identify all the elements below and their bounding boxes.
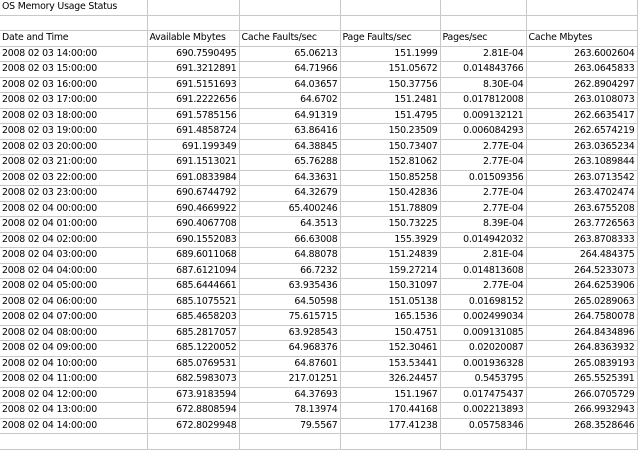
- value-cell[interactable]: 66.63008: [239, 232, 340, 248]
- value-cell[interactable]: 691.5151693: [147, 77, 239, 93]
- cell[interactable]: [440, 15, 526, 31]
- timestamp-cell[interactable]: 2008 02 03 17:00:00: [0, 93, 147, 109]
- value-cell[interactable]: 2.77E-04: [440, 186, 526, 202]
- value-cell[interactable]: 265.5525391: [526, 372, 637, 388]
- timestamp-cell[interactable]: 2008 02 03 14:00:00: [0, 46, 147, 62]
- header-page-faults[interactable]: Page Faults/sec: [340, 31, 440, 47]
- value-cell[interactable]: 177.41238: [340, 418, 440, 434]
- header-available-mbytes[interactable]: Available Mbytes: [147, 31, 239, 47]
- value-cell[interactable]: 690.7590495: [147, 46, 239, 62]
- value-cell[interactable]: 64.71966: [239, 62, 340, 78]
- value-cell[interactable]: 268.3528646: [526, 418, 637, 434]
- timestamp-cell[interactable]: 2008 02 03 15:00:00: [0, 62, 147, 78]
- value-cell[interactable]: 79.5567: [239, 418, 340, 434]
- value-cell[interactable]: 65.400246: [239, 201, 340, 217]
- value-cell[interactable]: 0.01698152: [440, 294, 526, 310]
- value-cell[interactable]: 75.615715: [239, 310, 340, 326]
- value-cell[interactable]: 63.928543: [239, 325, 340, 341]
- value-cell[interactable]: 0.02020087: [440, 341, 526, 357]
- cell[interactable]: [239, 434, 340, 450]
- value-cell[interactable]: 64.87601: [239, 356, 340, 372]
- value-cell[interactable]: 0.001936328: [440, 356, 526, 372]
- table-row: [0, 279, 637, 295]
- sheet-title[interactable]: OS Memory Usage Status: [0, 0, 147, 15]
- value-cell[interactable]: 78.13974: [239, 403, 340, 419]
- value-cell[interactable]: 150.73225: [340, 217, 440, 233]
- value-cell[interactable]: 0.01509356: [440, 170, 526, 186]
- value-cell[interactable]: 263.0365234: [526, 139, 637, 155]
- timestamp-cell[interactable]: 2008 02 03 16:00:00: [0, 77, 147, 93]
- value-cell[interactable]: 263.0645833: [526, 62, 637, 78]
- value-cell[interactable]: 264.8434896: [526, 325, 637, 341]
- value-cell[interactable]: 264.7580078: [526, 310, 637, 326]
- value-cell[interactable]: 691.3212891: [147, 62, 239, 78]
- timestamp-cell[interactable]: 2008 02 04 09:00:00: [0, 341, 147, 357]
- value-cell[interactable]: 64.03657: [239, 77, 340, 93]
- table-row: [0, 139, 637, 155]
- value-cell[interactable]: 691.5785156: [147, 108, 239, 124]
- value-cell[interactable]: 65.76288: [239, 155, 340, 171]
- value-cell[interactable]: 64.88078: [239, 248, 340, 264]
- value-cell[interactable]: 8.39E-04: [440, 217, 526, 233]
- cell[interactable]: [147, 15, 239, 31]
- table-row: [0, 62, 637, 78]
- value-cell[interactable]: 150.73407: [340, 139, 440, 155]
- header-cache-mbytes[interactable]: Cache Mbytes: [526, 31, 637, 47]
- value-cell[interactable]: 151.1999: [340, 46, 440, 62]
- value-cell[interactable]: 64.6702: [239, 93, 340, 109]
- table-row: [0, 341, 637, 357]
- value-cell[interactable]: 150.4751: [340, 325, 440, 341]
- timestamp-cell[interactable]: 2008 02 04 03:00:00: [0, 248, 147, 264]
- value-cell[interactable]: 0.009132121: [440, 108, 526, 124]
- value-cell[interactable]: 0.5453795: [440, 372, 526, 388]
- value-cell[interactable]: 0.009131085: [440, 325, 526, 341]
- value-cell[interactable]: 152.81062: [340, 155, 440, 171]
- value-cell[interactable]: 165.1536: [340, 310, 440, 326]
- table-row: [0, 201, 637, 217]
- header-cache-faults[interactable]: Cache Faults/sec: [239, 31, 340, 47]
- value-cell[interactable]: 0.014942032: [440, 232, 526, 248]
- value-cell[interactable]: 217.01251: [239, 372, 340, 388]
- cell[interactable]: [526, 434, 637, 450]
- value-cell[interactable]: 265.0289063: [526, 294, 637, 310]
- value-cell[interactable]: 263.6002604: [526, 46, 637, 62]
- value-cell[interactable]: 2.77E-04: [440, 139, 526, 155]
- cell[interactable]: [0, 15, 147, 31]
- value-cell[interactable]: 64.32679: [239, 186, 340, 202]
- cell[interactable]: [0, 434, 147, 450]
- table-row: [0, 248, 637, 264]
- value-cell[interactable]: 262.6574219: [526, 124, 637, 140]
- table-row: [0, 93, 637, 109]
- value-cell[interactable]: 672.8029948: [147, 418, 239, 434]
- timestamp-cell[interactable]: 2008 02 03 18:00:00: [0, 108, 147, 124]
- value-cell[interactable]: 151.1967: [340, 387, 440, 403]
- table-row: [0, 170, 637, 186]
- timestamp-cell[interactable]: 2008 02 03 21:00:00: [0, 155, 147, 171]
- table-row: [0, 186, 637, 202]
- value-cell[interactable]: 690.6744792: [147, 186, 239, 202]
- value-cell[interactable]: 151.2481: [340, 93, 440, 109]
- cell[interactable]: [340, 0, 440, 15]
- value-cell[interactable]: 691.4858724: [147, 124, 239, 140]
- table-row: [0, 108, 637, 124]
- cell[interactable]: [147, 434, 239, 450]
- cell[interactable]: [526, 0, 637, 15]
- cell[interactable]: [239, 15, 340, 31]
- value-cell[interactable]: 2.77E-04: [440, 201, 526, 217]
- value-cell[interactable]: 150.37756: [340, 77, 440, 93]
- value-cell[interactable]: 0.006084293: [440, 124, 526, 140]
- value-cell[interactable]: 63.86416: [239, 124, 340, 140]
- value-cell[interactable]: 64.968376: [239, 341, 340, 357]
- value-cell[interactable]: 0.002213893: [440, 403, 526, 419]
- timestamp-cell[interactable]: 2008 02 04 13:00:00: [0, 403, 147, 419]
- timestamp-cell[interactable]: 2008 02 04 05:00:00: [0, 279, 147, 295]
- cell[interactable]: [340, 15, 440, 31]
- value-cell[interactable]: 685.2817057: [147, 325, 239, 341]
- cell[interactable]: [440, 0, 526, 15]
- cell[interactable]: [147, 0, 239, 15]
- value-cell[interactable]: 689.6011068: [147, 248, 239, 264]
- cell[interactable]: [239, 0, 340, 15]
- cell[interactable]: [526, 15, 637, 31]
- timestamp-cell[interactable]: 2008 02 04 06:00:00: [0, 294, 147, 310]
- value-cell[interactable]: 64.38845: [239, 139, 340, 155]
- value-cell[interactable]: 0.002499034: [440, 310, 526, 326]
- value-cell[interactable]: 690.1552083: [147, 232, 239, 248]
- value-cell[interactable]: 691.0833984: [147, 170, 239, 186]
- value-cell[interactable]: 64.91319: [239, 108, 340, 124]
- value-cell[interactable]: 687.6121094: [147, 263, 239, 279]
- value-cell[interactable]: 264.8363932: [526, 341, 637, 357]
- value-cell[interactable]: 673.9183594: [147, 387, 239, 403]
- header-row: [0, 31, 637, 47]
- timestamp-cell[interactable]: 2008 02 04 04:00:00: [0, 263, 147, 279]
- value-cell[interactable]: 262.6635417: [526, 108, 637, 124]
- table-row: [0, 46, 637, 62]
- value-cell[interactable]: 0.017812008: [440, 93, 526, 109]
- value-cell[interactable]: 685.1075521: [147, 294, 239, 310]
- value-cell[interactable]: 326.24457: [340, 372, 440, 388]
- value-cell[interactable]: 263.4702474: [526, 186, 637, 202]
- value-cell[interactable]: 150.31097: [340, 279, 440, 295]
- value-cell[interactable]: 0.05758346: [440, 418, 526, 434]
- value-cell[interactable]: 63.935436: [239, 279, 340, 295]
- table-row: [0, 325, 637, 341]
- value-cell[interactable]: 262.8904297: [526, 77, 637, 93]
- timestamp-cell[interactable]: 2008 02 03 23:00:00: [0, 186, 147, 202]
- value-cell[interactable]: 2.81E-04: [440, 46, 526, 62]
- header-date-and-time[interactable]: Date and Time: [0, 31, 147, 47]
- value-cell[interactable]: 2.77E-04: [440, 279, 526, 295]
- value-cell[interactable]: 264.5233073: [526, 263, 637, 279]
- value-cell[interactable]: 690.4669922: [147, 201, 239, 217]
- value-cell[interactable]: 155.3929: [340, 232, 440, 248]
- table-row: [0, 294, 637, 310]
- cell[interactable]: [440, 434, 526, 450]
- header-pages-per-sec[interactable]: Pages/sec: [440, 31, 526, 47]
- value-cell[interactable]: 682.5983073: [147, 372, 239, 388]
- value-cell[interactable]: 64.37693: [239, 387, 340, 403]
- value-cell[interactable]: 151.05138: [340, 294, 440, 310]
- value-cell[interactable]: 266.0705729: [526, 387, 637, 403]
- value-cell[interactable]: 264.484375: [526, 248, 637, 264]
- timestamp-cell[interactable]: 2008 02 04 14:00:00: [0, 418, 147, 434]
- value-cell[interactable]: 690.4067708: [147, 217, 239, 233]
- value-cell[interactable]: 2.77E-04: [440, 155, 526, 171]
- value-cell[interactable]: 263.6755208: [526, 201, 637, 217]
- table-row: [0, 124, 637, 140]
- empty-row: [0, 15, 637, 31]
- table-row: [0, 217, 637, 233]
- table-row: [0, 372, 637, 388]
- value-cell[interactable]: 691.2222656: [147, 93, 239, 109]
- value-cell[interactable]: 263.8708333: [526, 232, 637, 248]
- value-cell[interactable]: 265.0839193: [526, 356, 637, 372]
- title-row: [0, 0, 637, 15]
- value-cell[interactable]: 685.6444661: [147, 279, 239, 295]
- timestamp-cell[interactable]: 2008 02 04 07:00:00: [0, 310, 147, 326]
- value-cell[interactable]: 65.06213: [239, 46, 340, 62]
- table-row: [0, 418, 637, 434]
- timestamp-cell[interactable]: 2008 02 04 08:00:00: [0, 325, 147, 341]
- timestamp-cell[interactable]: 2008 02 04 01:00:00: [0, 217, 147, 233]
- table-row: [0, 155, 637, 171]
- value-cell[interactable]: 64.3513: [239, 217, 340, 233]
- value-cell[interactable]: 151.4795: [340, 108, 440, 124]
- value-cell[interactable]: 263.7726563: [526, 217, 637, 233]
- value-cell[interactable]: 151.05672: [340, 62, 440, 78]
- value-cell[interactable]: 263.0713542: [526, 170, 637, 186]
- timestamp-cell[interactable]: 2008 02 04 12:00:00: [0, 387, 147, 403]
- value-cell[interactable]: 152.30461: [340, 341, 440, 357]
- value-cell[interactable]: 150.42836: [340, 186, 440, 202]
- timestamp-cell[interactable]: 2008 02 04 00:00:00: [0, 201, 147, 217]
- table-row: [0, 310, 637, 326]
- value-cell[interactable]: 0.017475437: [440, 387, 526, 403]
- value-cell[interactable]: 691.199349: [147, 139, 239, 155]
- cell[interactable]: [340, 434, 440, 450]
- table-row: [0, 356, 637, 372]
- value-cell[interactable]: 685.1220052: [147, 341, 239, 357]
- table-row: [0, 403, 637, 419]
- value-cell[interactable]: 150.23509: [340, 124, 440, 140]
- value-cell[interactable]: 8.30E-04: [440, 77, 526, 93]
- table-row: [0, 387, 637, 403]
- value-cell[interactable]: 264.6253906: [526, 279, 637, 295]
- value-cell[interactable]: 159.27214: [340, 263, 440, 279]
- value-cell[interactable]: 685.4658203: [147, 310, 239, 326]
- table-row: [0, 263, 637, 279]
- timestamp-cell[interactable]: 2008 02 04 02:00:00: [0, 232, 147, 248]
- timestamp-cell[interactable]: 2008 02 03 19:00:00: [0, 124, 147, 140]
- timestamp-cell[interactable]: 2008 02 04 11:00:00: [0, 372, 147, 388]
- value-cell[interactable]: 153.53441: [340, 356, 440, 372]
- timestamp-cell[interactable]: 2008 02 04 10:00:00: [0, 356, 147, 372]
- value-cell[interactable]: 263.0108073: [526, 93, 637, 109]
- value-cell[interactable]: 150.85258: [340, 170, 440, 186]
- empty-row: [0, 434, 637, 450]
- timestamp-cell[interactable]: 2008 02 03 22:00:00: [0, 170, 147, 186]
- value-cell[interactable]: 170.44168: [340, 403, 440, 419]
- value-cell[interactable]: 0.014843766: [440, 62, 526, 78]
- value-cell[interactable]: 2.81E-04: [440, 248, 526, 264]
- value-cell[interactable]: 151.78809: [340, 201, 440, 217]
- value-cell[interactable]: 0.014813608: [440, 263, 526, 279]
- value-cell[interactable]: 66.7232: [239, 263, 340, 279]
- table-row: [0, 77, 637, 93]
- value-cell[interactable]: 151.24839: [340, 248, 440, 264]
- value-cell[interactable]: 685.0769531: [147, 356, 239, 372]
- value-cell[interactable]: 64.50598: [239, 294, 340, 310]
- value-cell[interactable]: 691.1513021: [147, 155, 239, 171]
- value-cell[interactable]: 266.9932943: [526, 403, 637, 419]
- timestamp-cell[interactable]: 2008 02 03 20:00:00: [0, 139, 147, 155]
- value-cell[interactable]: 64.33631: [239, 170, 340, 186]
- value-cell[interactable]: 672.8808594: [147, 403, 239, 419]
- value-cell[interactable]: 263.1089844: [526, 155, 637, 171]
- table-row: [0, 232, 637, 248]
